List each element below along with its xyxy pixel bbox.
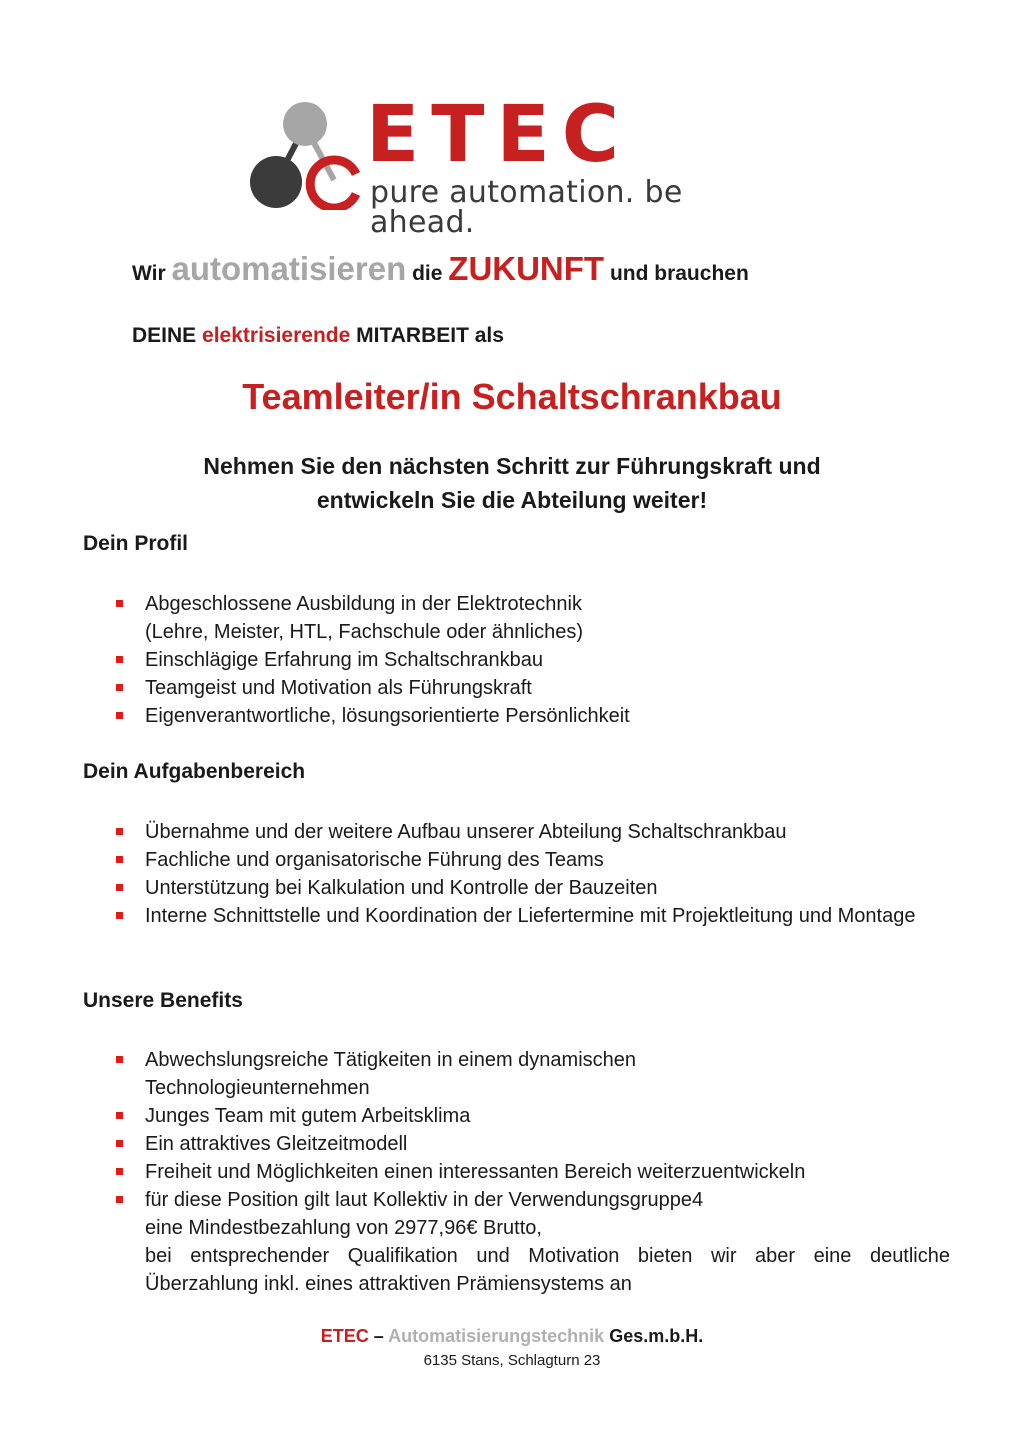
aufgaben-list <box>110 818 950 930</box>
subtitle-line: Nehmen Sie den nächsten Schritt zur Führungskraft und <box>203 453 821 479</box>
subtitle <box>112 449 912 517</box>
benefits-list <box>110 1046 950 1298</box>
intro-line-2 <box>132 324 504 348</box>
logo-molecule-icon <box>248 98 364 210</box>
list-item: Ein attraktives Gleitzeitmodell <box>110 1130 950 1158</box>
footer-company-form: Ges.m.b.H. <box>609 1326 704 1346</box>
list-item: Eigenverantwortliche, lösungsorientierte Persönlichkeit <box>110 702 950 730</box>
list-item: Übernahme und der weitere Aufbau unserer Abteilung Schaltschrankbau <box>110 818 950 846</box>
list-item: Einschlägige Erfahrung im Schaltschrankbau <box>110 646 950 674</box>
subtitle-line: entwickeln Sie die Abteilung weiter! <box>316 487 708 513</box>
intro-word: DEINE <box>132 324 197 347</box>
list-item <box>110 1186 950 1298</box>
profil-list <box>110 590 950 730</box>
list-item-line: Abwechslungsreiche Tätigkeiten in einem dynamischen <box>145 1049 637 1071</box>
footer-dash: – <box>373 1326 384 1346</box>
footer-company-name: ETEC <box>320 1326 369 1346</box>
profil-heading: Dein Profil <box>83 532 189 555</box>
list-item: Unterstützung bei Kalkulation und Kontrolle der Bauzeiten <box>110 874 950 902</box>
list-item-line: eine Mindestbezahlung von 2977,96€ Brutto, <box>145 1217 542 1239</box>
footer-company-type: Automatisierungstechnik <box>388 1326 605 1346</box>
footer-address: 6135 Stans, Schlagturn 23 <box>423 1352 601 1369</box>
list-item: Interne Schnittstelle und Koordination der Liefertermine mit Projektleitung und Montage <box>110 902 950 930</box>
intro-line-1 <box>132 250 749 288</box>
intro-word: und brauchen <box>609 262 749 285</box>
intro-word: die <box>412 262 443 285</box>
list-item <box>110 590 950 646</box>
intro-word-zukunft: ZUKUNFT <box>448 250 605 287</box>
list-item-line: Abgeschlossene Ausbildung in der Elektrotechnik <box>145 593 582 615</box>
intro-word: Wir <box>132 262 166 285</box>
list-item: Freiheit und Möglichkeiten einen interessanten Bereich weiterzuentwickeln <box>110 1158 950 1186</box>
intro-word-automatisieren: automatisieren <box>171 250 407 287</box>
intro-word-elektrisierende: elektrisierende <box>202 324 351 347</box>
list-item-line: für diese Position gilt laut Kollektiv in der Verwendungsgruppe4 <box>145 1189 704 1211</box>
list-item: Teamgeist und Motivation als Führungskraft <box>110 674 950 702</box>
logo-brand-text: ETEC <box>366 90 632 180</box>
list-item <box>110 1046 950 1102</box>
list-item: Fachliche und organisatorische Führung des Teams <box>110 846 950 874</box>
intro-word: MITARBEIT als <box>356 324 504 347</box>
list-item: Junges Team mit gutem Arbeitsklima <box>110 1102 950 1130</box>
aufgaben-heading: Dein Aufgabenbereich <box>83 760 306 783</box>
list-item-line: bei entsprechender Qualifikation und Motivation bieten wir aber eine deutliche Überzahlung inkl. eines attraktiven Prämiensystems an <box>145 1245 950 1295</box>
logo-tagline: pure automation. be ahead. <box>370 175 683 240</box>
list-item-line: Technologieunternehmen <box>145 1077 370 1099</box>
footer-company <box>0 1326 1024 1347</box>
job-title: Teamleiter/in Schaltschrankbau <box>242 376 782 417</box>
company-logo <box>248 90 788 240</box>
benefits-heading: Unsere Benefits <box>83 989 243 1012</box>
list-item-line: (Lehre, Meister, HTL, Fachschule oder ähnliches) <box>145 621 583 643</box>
